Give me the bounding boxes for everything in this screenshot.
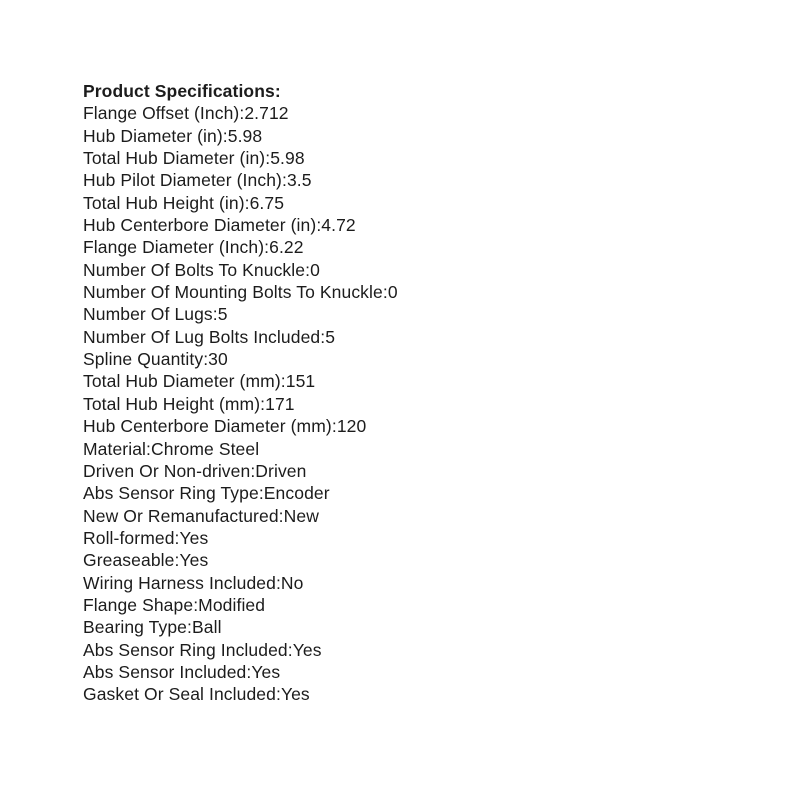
spec-row (83, 192, 398, 214)
spec-label: Bearing Type (83, 617, 188, 638)
spec-label: Total Hub Diameter (in) (83, 148, 266, 169)
spec-row (83, 125, 398, 147)
spec-label: Total Hub Diameter (mm) (83, 371, 281, 392)
spec-separator: : (244, 192, 250, 213)
spec-separator: : (246, 661, 252, 682)
spec-label: Hub Centerbore Diameter (in) (83, 215, 317, 236)
spec-row (83, 549, 398, 571)
spec-row (83, 393, 398, 415)
spec-row (83, 326, 398, 348)
spec-row (83, 236, 398, 258)
spec-row (83, 594, 398, 616)
spec-value: Yes (251, 661, 281, 682)
spec-row (83, 639, 398, 661)
spec-row (83, 505, 398, 527)
spec-label: Flange Shape (83, 594, 194, 615)
spec-separator: : (250, 460, 256, 481)
spec-value: New (283, 505, 319, 526)
spec-separator: : (212, 304, 218, 325)
spec-separator: : (331, 416, 337, 437)
spec-row (83, 415, 398, 437)
spec-row (83, 527, 398, 549)
spec-row (83, 438, 398, 460)
spec-separator: : (203, 349, 209, 370)
spec-label: Spline Quantity (83, 349, 204, 370)
spec-label: Flange Offset (Inch) (83, 103, 240, 124)
spec-label: Abs Sensor Ring Included (83, 639, 288, 660)
spec-label: Total Hub Height (mm) (83, 393, 261, 414)
spec-value: Modified (198, 594, 266, 615)
spec-value: 5.98 (270, 148, 305, 169)
spec-value: Yes (280, 684, 310, 705)
spec-row (83, 616, 398, 638)
spec-separator: : (287, 639, 293, 660)
spec-value: Chrome Steel (151, 438, 260, 459)
spec-value: 0 (310, 259, 320, 280)
spec-separator: : (146, 438, 152, 459)
spec-separator: : (264, 237, 270, 258)
spec-row (83, 348, 398, 370)
spec-value: 4.72 (321, 215, 356, 236)
spec-separator: : (280, 371, 286, 392)
spec-value: 171 (265, 393, 295, 414)
spec-row (83, 572, 398, 594)
spec-label: Material (83, 438, 147, 459)
spec-row (83, 169, 398, 191)
spec-row (83, 281, 398, 303)
spec-separator: : (174, 550, 180, 571)
spec-separator: : (193, 594, 199, 615)
spec-separator: : (281, 170, 287, 191)
spec-label: New Or Remanufactured (83, 505, 279, 526)
spec-label: Abs Sensor Ring Type (83, 483, 259, 504)
spec-value: 3.5 (286, 170, 312, 191)
spec-separator: : (222, 125, 228, 146)
spec-separator: : (258, 483, 264, 504)
spec-row (83, 214, 398, 236)
spec-value: Yes (292, 639, 322, 660)
spec-row (83, 147, 398, 169)
spec-label: Number Of Lug Bolts Included (83, 326, 321, 347)
spec-label: Abs Sensor Included (83, 661, 247, 682)
spec-value: 5 (217, 304, 228, 325)
spec-label: Number Of Lugs (83, 304, 213, 325)
spec-separator: : (305, 259, 311, 280)
spec-value: 120 (336, 416, 367, 437)
spec-label: Gasket Or Seal Included (83, 684, 276, 705)
spec-separator: : (187, 617, 192, 638)
spec-value: 30 (208, 349, 228, 370)
spec-separator: : (382, 282, 388, 303)
spec-label: Flange Diameter (Inch) (83, 237, 265, 258)
spec-value: 0 (387, 282, 398, 303)
spec-value: 5 (325, 326, 336, 347)
spec-label: Greaseable (83, 550, 175, 571)
spec-value: 5.98 (227, 125, 263, 146)
spec-value: 2.712 (244, 103, 289, 124)
spec-value: Encoder (263, 483, 330, 504)
spec-row (83, 303, 398, 325)
spec-label: Number Of Bolts To Knuckle (83, 259, 306, 280)
spec-row (83, 661, 398, 683)
spec-row (83, 259, 398, 281)
spec-separator: : (275, 572, 281, 593)
spec-row (83, 102, 398, 124)
spec-value: No (280, 572, 304, 593)
spec-label: Wiring Harness Included (83, 572, 276, 593)
spec-label: Roll-formed (83, 527, 175, 548)
spec-separator: : (265, 148, 271, 169)
spec-row (83, 370, 398, 392)
spec-label: Total Hub Height (in) (83, 192, 245, 213)
spec-separator: : (260, 393, 266, 414)
spec-label: Hub Centerbore Diameter (mm) (83, 416, 332, 437)
spec-separator: : (174, 527, 180, 548)
spec-value: Yes (179, 527, 209, 548)
spec-label: Hub Pilot Diameter (Inch) (83, 170, 282, 191)
spec-separator: : (239, 103, 245, 124)
spec-row (83, 683, 398, 705)
spec-row (83, 482, 398, 504)
spec-row (83, 460, 398, 482)
spec-label: Hub Diameter (in) (83, 125, 223, 146)
specifications-title: Product Specifications: (83, 81, 281, 101)
spec-separator: : (316, 215, 322, 236)
spec-label: Number Of Mounting Bolts To Knuckle (83, 282, 383, 303)
spec-label: Driven Or Non-driven (83, 460, 251, 481)
spec-value: Ball (191, 617, 222, 638)
spec-value: 151 (285, 371, 316, 392)
spec-value: Driven (255, 460, 307, 481)
spec-separator: : (320, 326, 326, 347)
spec-value: 6.75 (249, 192, 285, 213)
spec-separator: : (278, 505, 284, 526)
product-specifications-block (83, 80, 398, 706)
spec-list (83, 102, 398, 705)
spec-value: 6.22 (269, 237, 304, 258)
spec-separator: : (275, 684, 281, 705)
spec-value: Yes (179, 550, 209, 571)
